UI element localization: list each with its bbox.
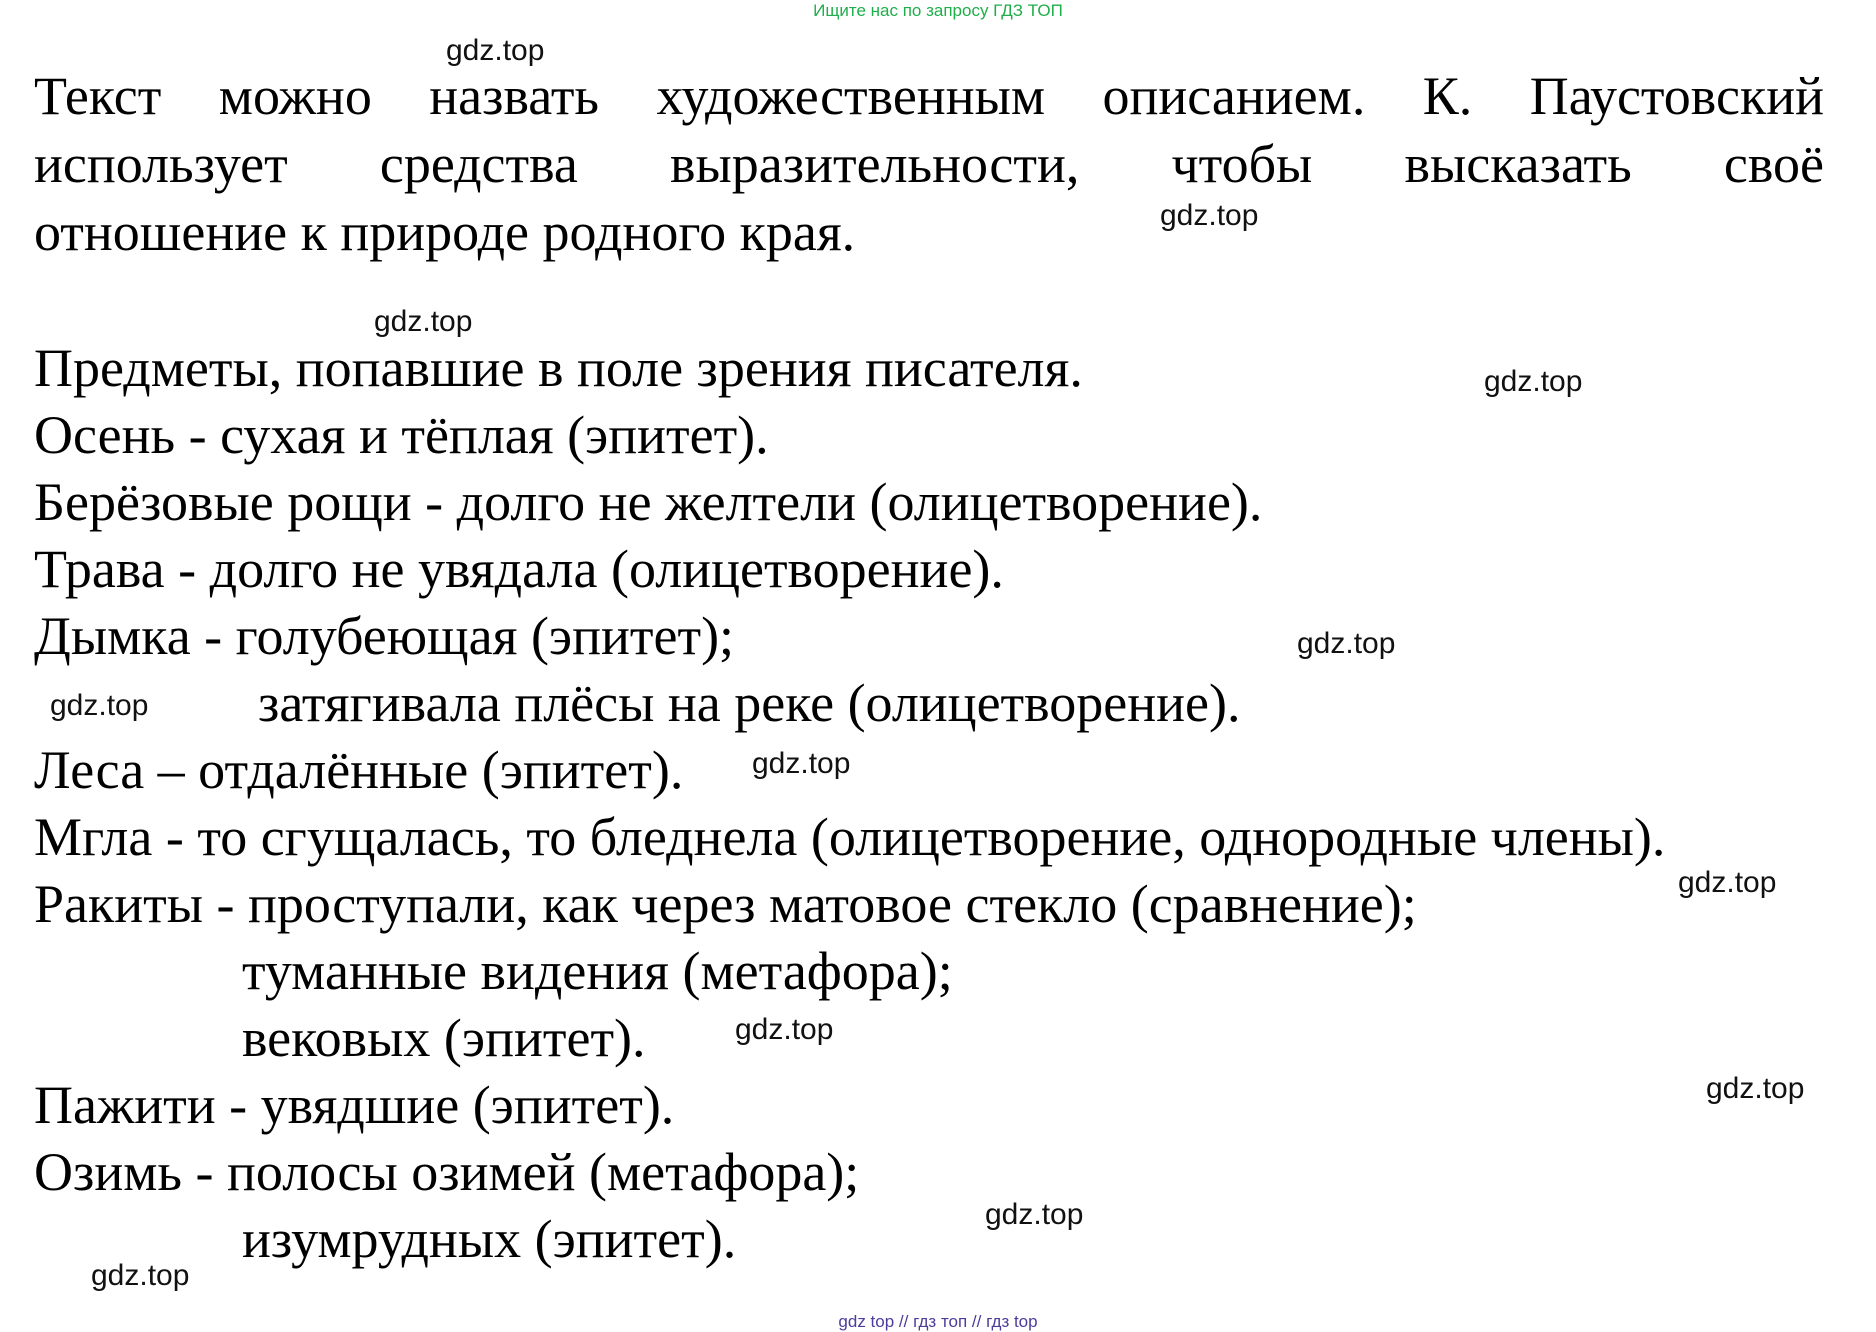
watermark: gdz.top [752, 747, 851, 780]
text-line: Мгла - то сгущалась, то бледнела (олицетворение, однородные члены). [34, 807, 1666, 867]
intro-line-3: отношение к природе родного края. [34, 202, 856, 262]
text-line: Берёзовые рощи - долго не желтели (олицетворение). [34, 472, 1263, 532]
watermark: gdz.top [985, 1198, 1084, 1231]
watermark: gdz.top [446, 34, 545, 67]
text-line: Трава - долго не увядала (олицетворение). [34, 539, 1004, 599]
watermark: gdz.top [50, 689, 149, 722]
text-line: Леса – отдалённые (эпитет). [34, 740, 684, 800]
text-line: Пажити - увядшие (эпитет). [34, 1075, 675, 1135]
watermark: gdz.top [1678, 866, 1777, 899]
text-line: Ракиты - проступали, как через матовое стекло (сравнение); [34, 874, 1417, 934]
watermark: gdz.top [1706, 1072, 1805, 1105]
text-line: изумрудных (эпитет). [242, 1209, 737, 1269]
text-line: вековых (эпитет). [242, 1008, 646, 1068]
watermark: gdz.top [374, 305, 473, 338]
intro-line-2: использует средства выразительности, чтобы высказать своё [34, 134, 1824, 194]
watermark: gdz.top [1297, 627, 1396, 660]
intro-line-1: Текст можно назвать художественным описанием. К. Паустовский [34, 66, 1824, 126]
text-line: Озимь - полосы озимей (метафора); [34, 1142, 860, 1202]
footer-caption: gdz top // гдз топ // гдз top [838, 1312, 1038, 1331]
text-line: Дымка - голубеющая (эпитет); [34, 606, 735, 666]
intro-paragraph [34, 62, 1824, 266]
top-banner: Ищите нас по запросу ГДЗ ТОП [813, 1, 1063, 20]
watermark: gdz.top [1484, 365, 1583, 398]
watermark: gdz.top [735, 1013, 834, 1046]
text-line: Предметы, попавшие в поле зрения писателя. [34, 338, 1083, 398]
text-line: Осень - сухая и тёплая (эпитет). [34, 405, 769, 465]
watermark: gdz.top [91, 1259, 190, 1292]
watermark: gdz.top [1160, 199, 1259, 232]
text-line: затягивала плёсы на реке (олицетворение). [258, 673, 1241, 733]
text-line: туманные видения (метафора); [242, 941, 953, 1001]
